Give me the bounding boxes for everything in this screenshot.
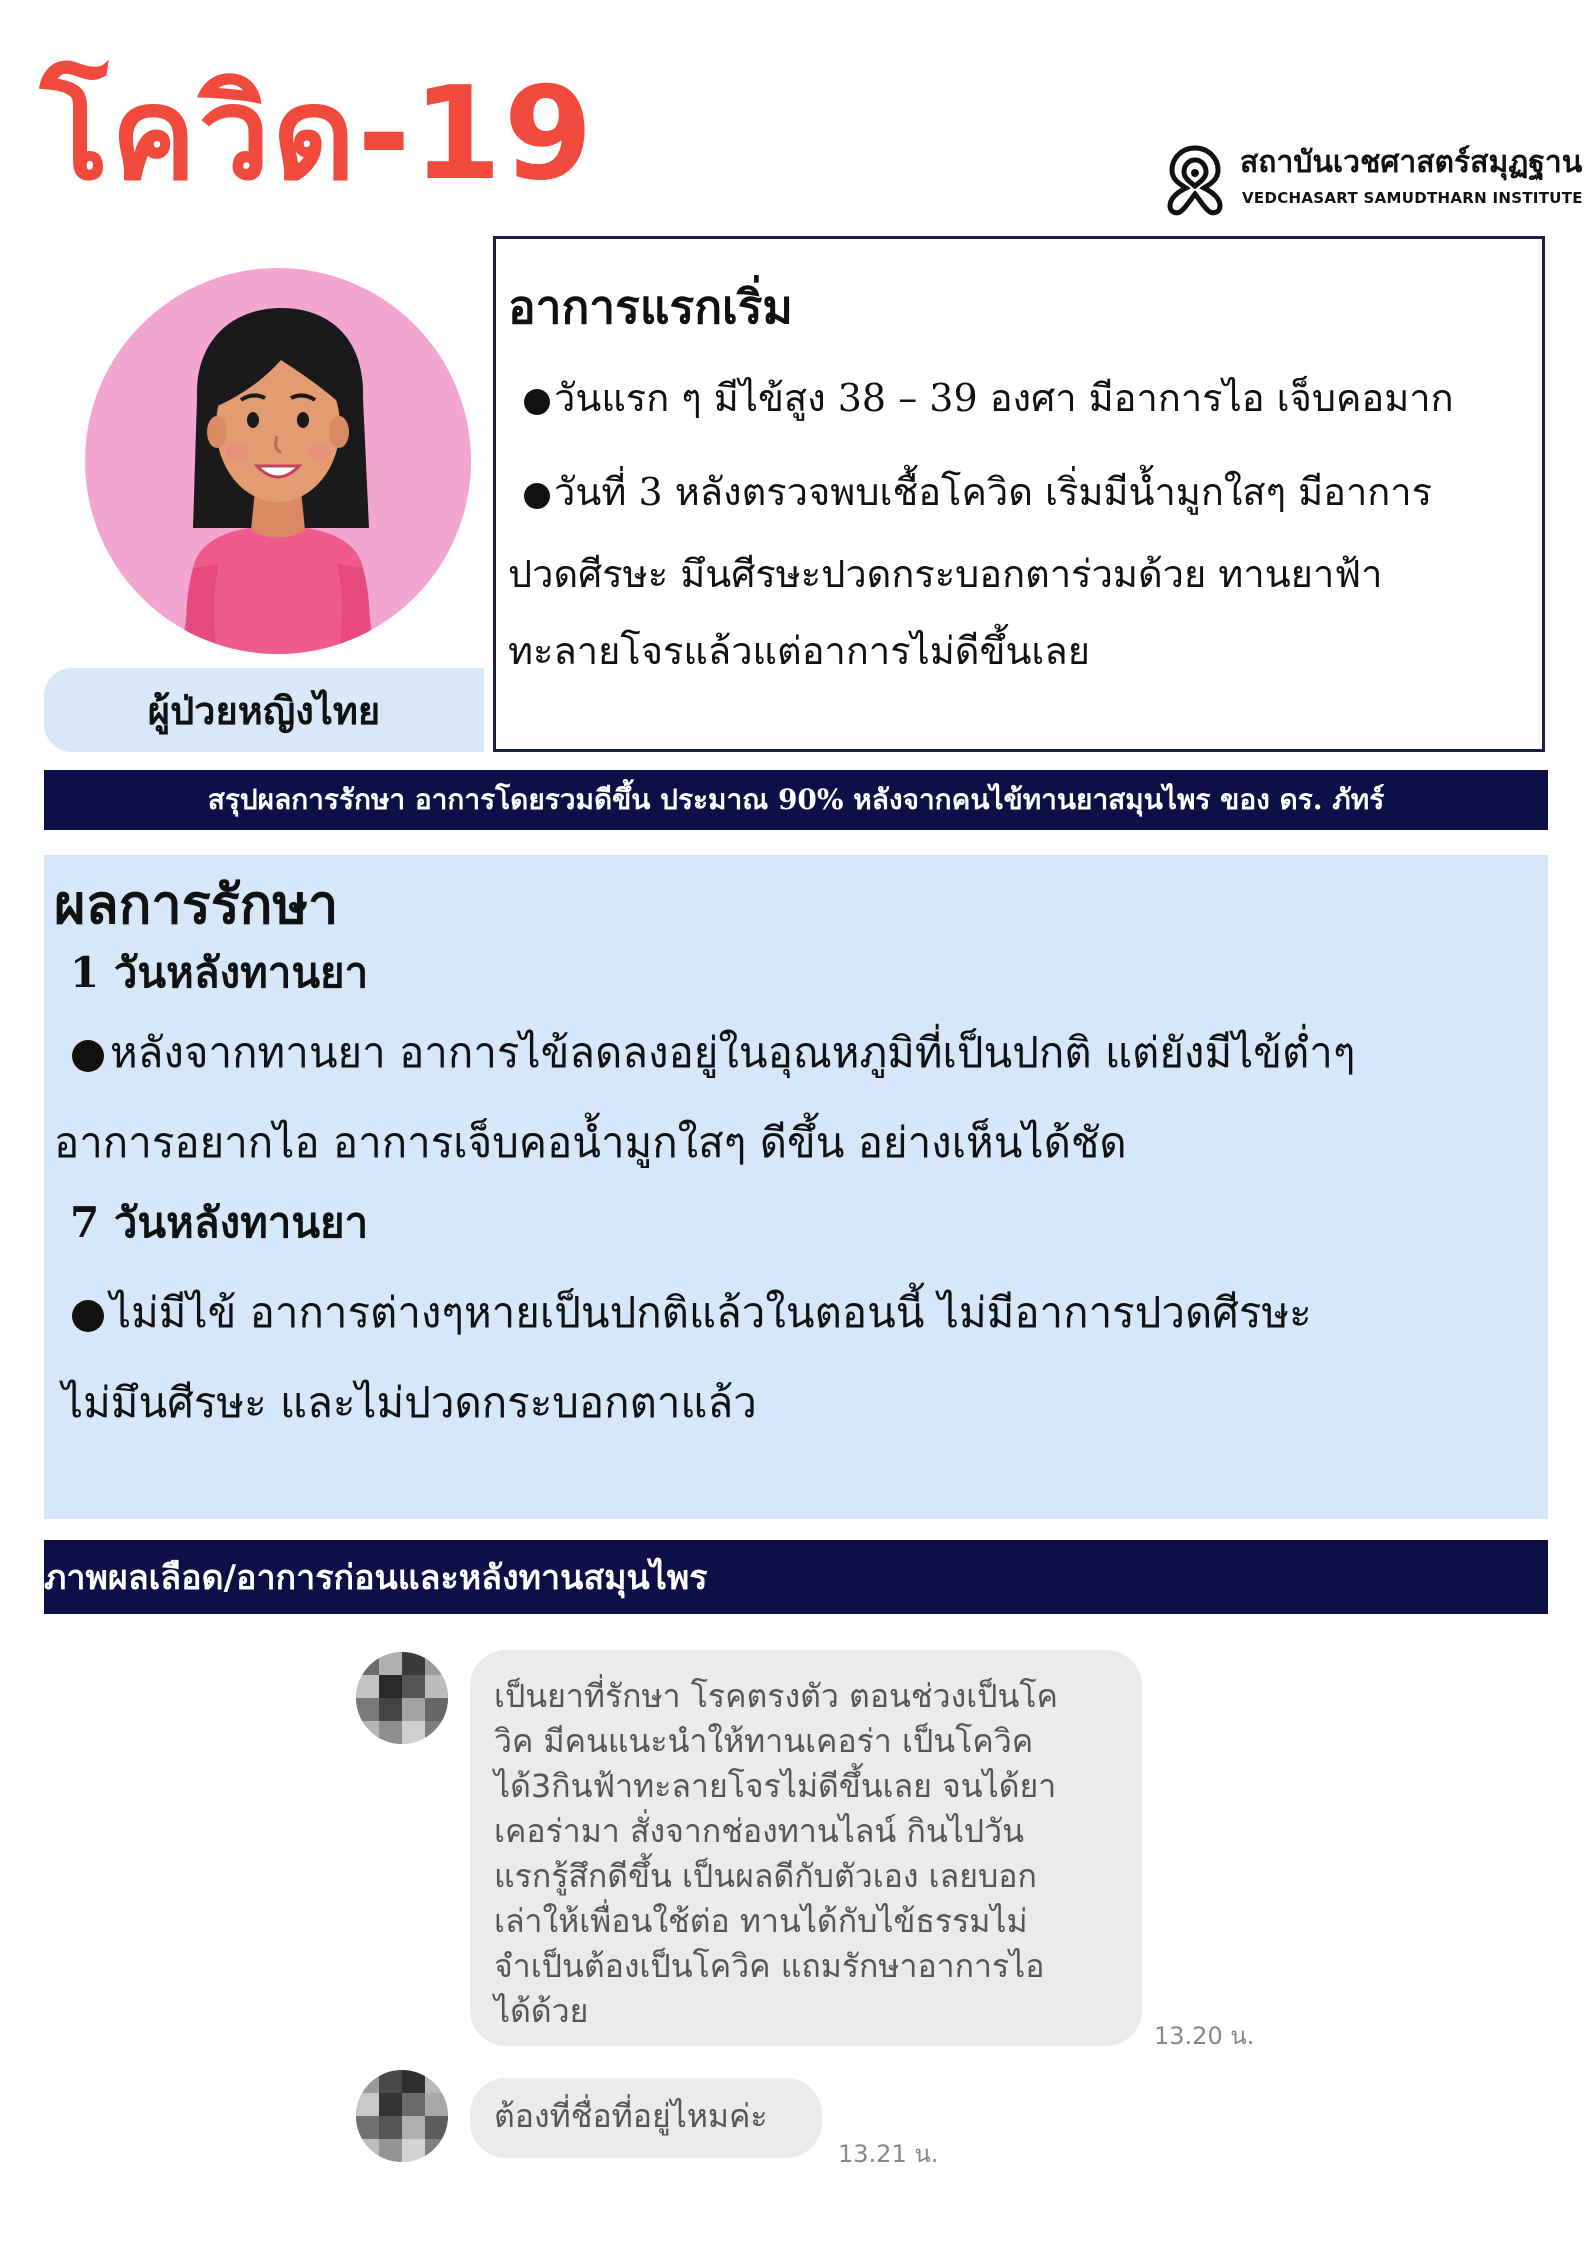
chat-line: วิค มีคนแนะนำให้ทานเคอร่า เป็นโควิค — [494, 1722, 1034, 1760]
chat-avatar-blurred — [356, 1652, 448, 1744]
result-item — [54, 1263, 1538, 1363]
chat-line: แรกรู้สึกดีขึ้น เป็นผลดีกับตัวเอง เลยบอก — [494, 1857, 1037, 1895]
result-text: อาการอยากไอ อาการเจ็บคอน้ำมูกใสๆ ดีขึ้น อย่างเห็นได้ชัด — [54, 1118, 1127, 1167]
initial-symptoms-box — [493, 236, 1545, 752]
symptoms-heading: อาการแรกเริ่ม — [508, 280, 793, 334]
chat-line: เป็นยาที่รักษา โรคตรงตัว ตอนช่วงเป็นโค — [494, 1677, 1058, 1715]
chat-message-bubble — [470, 1650, 1142, 2046]
treatment-results-section — [44, 855, 1548, 1519]
day7-heading: 7 วันหลังทานยา — [70, 1198, 369, 1247]
summary-banner: สรุปผลการรักษา อาการโดยรวมดีขึ้น ประมาณ 90% หลังจากคนไข้ทานยาสมุนไพร ของ ดร. ภัทร์ — [44, 770, 1548, 830]
institute-logo — [1160, 140, 1583, 220]
pixelated-avatar-icon — [356, 1652, 448, 1744]
chat-message-bubble — [470, 2078, 822, 2158]
bullet-icon — [524, 389, 550, 415]
symptom-item — [508, 457, 1532, 527]
institute-logo-icon — [1160, 144, 1230, 216]
day1-heading: 1 วันหลังทานยา — [70, 948, 369, 997]
symptom-text: วันที่ 3 หลังตรวจพบเชื้อโควิด เริ่มมีน้ำมูกใสๆ มีอาการ — [554, 470, 1433, 514]
chat-line: เล่าให้เพื่อนใช้ต่อ ทานได้กับไข้ธรรมไม่ — [494, 1902, 1028, 1940]
symptom-item — [508, 363, 1532, 433]
chat-line: ได้3กินฟ้าทะลายโจรไม่ดีขึ้นเลย จนได้ยา — [494, 1767, 1057, 1805]
chat-line: จำเป็นต้องเป็นโควิค แถมรักษาอาการไอ — [494, 1947, 1045, 1985]
patient-label: ผู้ป่วยหญิงไทย — [44, 668, 484, 752]
pixelated-avatar-icon — [356, 2070, 448, 2162]
result-text: หลังจากทานยา อาการไข้ลดลงอยู่ในอุณหภูมิที่เป็นปกติ แต่ยังมีไข้ต่ำๆ — [110, 1028, 1356, 1077]
symptom-text: ปวดศีรษะ มึนศีรษะปวดกระบอกตาร่วมด้วย ทานยาฟ้า — [508, 552, 1383, 596]
chat-line: เคอร่ามา สั่งจากช่องทานไลน์ กินไปวัน — [494, 1812, 1024, 1850]
symptom-text: วันแรก ๆ มีไข้สูง 38 – 39 องศา มีอาการไอ เจ็บคอมาก — [554, 376, 1454, 420]
results-heading: ผลการรักษา — [54, 872, 339, 936]
result-text: ไม่มึนศีรษะ และไม่ปวดกระบอกตาแล้ว — [62, 1378, 757, 1427]
result-item — [54, 1003, 1538, 1103]
result-text: ไม่มีไข้ อาการต่างๆหายเป็นปกติแล้วในตอนนี้ ไม่มีอาการปวดศีรษะ — [110, 1288, 1312, 1337]
bullet-icon — [524, 483, 550, 509]
chat-line: ได้ด้วย — [494, 1992, 589, 2030]
chat-avatar-blurred — [356, 2070, 448, 2162]
bullet-icon — [72, 1040, 104, 1072]
chat-timestamp: 13.20 น. — [1154, 2022, 1255, 2050]
chat-line: ต้องที่ชื่อที่อยู่ไหมค่ะ — [494, 2097, 768, 2135]
patient-avatar — [85, 268, 471, 654]
symptom-text: ทะลายโจรแล้วแต่อาการไม่ดีขึ้นเลย — [508, 629, 1090, 673]
institute-name-english: VEDCHASART SAMUDTHARN INSTITUTE — [1242, 189, 1583, 207]
page-title: โควิด-19 — [40, 60, 595, 209]
evidence-banner: ภาพผลเลือด/อาการก่อนและหลังทานสมุนไพร — [44, 1540, 1548, 1614]
chat-timestamp: 13.21 น. — [838, 2140, 939, 2168]
bullet-icon — [72, 1300, 104, 1332]
institute-name-thai: สถาบันเวชศาสตร์สมุฏฐาน — [1240, 145, 1583, 180]
